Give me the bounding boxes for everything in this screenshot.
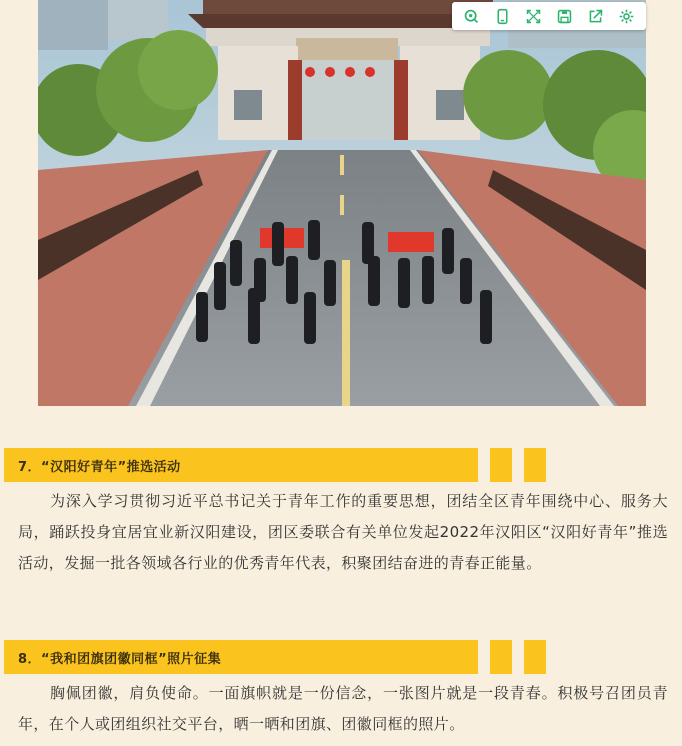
decor-square bbox=[490, 448, 512, 482]
send-to-phone-button[interactable] bbox=[492, 5, 514, 27]
lens-search-button[interactable] bbox=[461, 5, 483, 27]
share-button[interactable] bbox=[585, 5, 607, 27]
decor-square bbox=[490, 640, 512, 674]
group-photo bbox=[38, 0, 646, 406]
section-title: 7．“汉阳好青年”推选活动 bbox=[18, 459, 181, 475]
lens-icon bbox=[463, 8, 480, 25]
image-toolbar bbox=[452, 2, 646, 30]
section-header bbox=[0, 448, 682, 482]
expand-icon bbox=[525, 8, 542, 25]
settings-icon bbox=[618, 8, 635, 25]
decor-square bbox=[524, 448, 546, 482]
settings-button[interactable] bbox=[616, 5, 638, 27]
save-icon bbox=[556, 8, 573, 25]
save-image-button[interactable] bbox=[554, 5, 576, 27]
section-paragraph: 为深入学习贯彻习近平总书记关于青年工作的重要思想，团结全区青年围绕中心、服务大局，踊跃投身宜居宜业新汉阳建设，团区委联合有关单位发起2022年汉阳区“汉阳好青年”推选活动，发掘一批各领域各行业的优秀青年代表，积聚团结奋进的青春正能量。 bbox=[18, 492, 668, 572]
section-7 bbox=[0, 448, 682, 579]
fullscreen-button[interactable] bbox=[523, 5, 545, 27]
section-title-bar bbox=[4, 448, 478, 482]
section-paragraph: 胸佩团徽，肩负使命。一面旗帜就是一份信念，一张图片就是一段青春。积极号召团员青年，在个人或团组织社交平台，晒一晒和团旗、团徽同框的照片。 bbox=[18, 684, 668, 733]
section-title-bar bbox=[4, 640, 478, 674]
group-photo-illustration bbox=[38, 0, 646, 406]
section-header bbox=[0, 640, 682, 674]
decor-square bbox=[524, 640, 546, 674]
share-icon bbox=[587, 8, 604, 25]
section-body bbox=[0, 486, 682, 579]
section-body bbox=[0, 678, 682, 740]
section-8 bbox=[0, 640, 682, 740]
phone-icon bbox=[494, 8, 511, 25]
section-title: 8．“我和团旗团徽同框”照片征集 bbox=[18, 651, 222, 667]
